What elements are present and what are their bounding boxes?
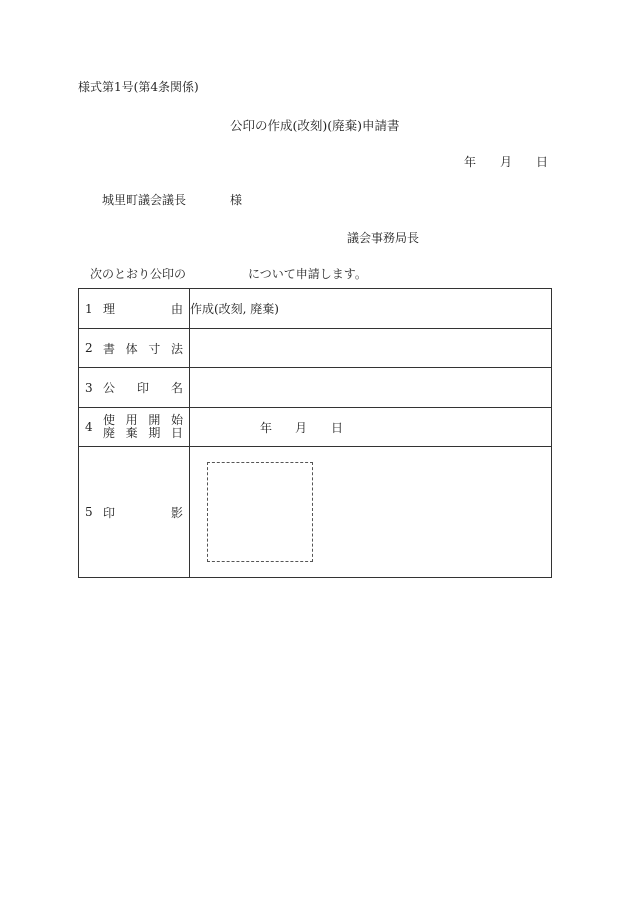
day-label: 日 (331, 420, 344, 435)
label-char: 廃 (103, 426, 116, 440)
label-reason (103, 300, 189, 317)
row-label (79, 329, 190, 368)
application-table (78, 288, 552, 578)
label-char: 使 (103, 413, 116, 427)
addressee: 城里町議会議長 (102, 193, 187, 207)
font-size-value (190, 329, 552, 368)
table-row-dates (79, 408, 552, 447)
label-char: 寸 (148, 341, 161, 356)
addressee-honorific: 様 (230, 193, 243, 207)
label-char: 期 (148, 426, 161, 440)
label-char: 用 (125, 413, 138, 427)
row-number: 2 (85, 341, 93, 355)
label-seal-impression (103, 504, 189, 521)
dates-value (190, 408, 552, 447)
label-char: 公 (103, 381, 116, 395)
row-number: 5 (85, 505, 93, 519)
month-label: 月 (295, 420, 308, 435)
row-label (79, 289, 190, 329)
statement-end: について申請します。 (248, 267, 367, 281)
seal-name-value (190, 368, 552, 408)
row-label (79, 368, 190, 408)
table-row-font-size (79, 329, 552, 368)
statement-start: 次のとおり公印の (90, 267, 187, 281)
label-char: 由 (170, 302, 183, 316)
seal-impression-value (190, 447, 552, 578)
label-char: 開 (148, 413, 161, 427)
date-fields (190, 419, 551, 436)
label-char: 書 (103, 341, 116, 356)
seal-impression-box (207, 462, 313, 562)
row-label (79, 408, 190, 447)
label-char: 始 (170, 413, 183, 427)
year-label: 年 (260, 420, 273, 435)
application-date (464, 155, 548, 169)
label-disposal-date (103, 427, 183, 440)
label-char: 棄 (125, 426, 138, 440)
day-label: 日 (536, 155, 549, 169)
month-label: 月 (500, 155, 513, 169)
table-row-reason (79, 289, 552, 329)
label-char: 法 (170, 341, 183, 356)
table-row-seal-name (79, 368, 552, 408)
label-char: 日 (170, 426, 183, 440)
row-number: 1 (85, 301, 93, 316)
label-seal-name (103, 379, 189, 396)
label-char: 理 (103, 302, 116, 316)
sender: 議会事務局長 (347, 231, 420, 245)
label-dates (103, 414, 189, 440)
label-char: 影 (170, 505, 183, 520)
label-char: 体 (125, 341, 138, 356)
request-statement (90, 267, 367, 281)
year-label: 年 (464, 155, 477, 169)
table-row-seal-impression (79, 447, 552, 578)
row-number: 3 (85, 380, 93, 395)
label-char: 印 (136, 381, 149, 395)
label-char: 印 (103, 505, 116, 520)
label-char: 名 (170, 381, 183, 395)
document-title: 公印の作成(改刻)(廃棄)申請書 (230, 118, 400, 133)
row-number: 4 (85, 420, 93, 434)
reason-value: 作成(改刻, 廃棄) (190, 289, 552, 329)
label-font-size (103, 340, 189, 357)
form-number: 様式第1号(第4条関係) (78, 80, 199, 94)
row-label (79, 447, 190, 578)
